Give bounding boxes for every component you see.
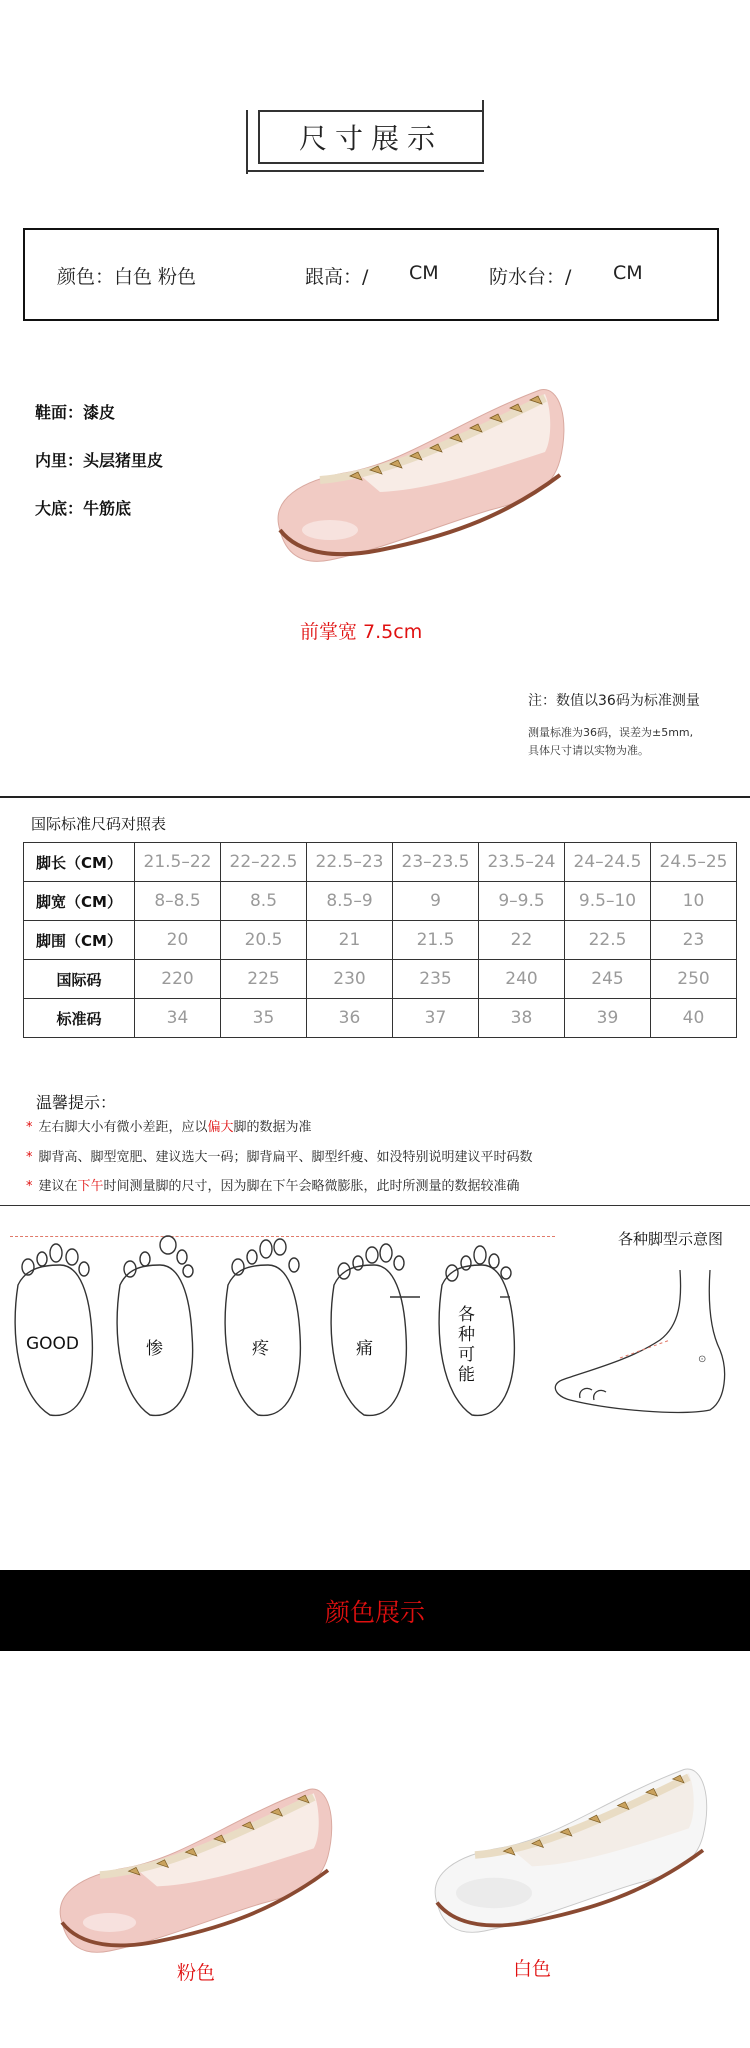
table-cell: 9.5–10 (565, 882, 651, 921)
table-cell: 38 (479, 999, 565, 1038)
foot-label-painful: 疼 (252, 1339, 269, 1359)
color-label-white: 白色 (513, 1958, 552, 1980)
shoe-pink-image (25, 1780, 365, 1970)
table-cell: 24.5–25 (651, 843, 737, 882)
table-cell: 235 (393, 960, 479, 999)
measurement-note-detail-1: 测量标准为36码，误差为±5mm, (528, 726, 694, 739)
material-lining (35, 448, 163, 471)
measurement-note: 注：数值以36码为标准测量 (528, 693, 700, 709)
table-cell: 21 (307, 921, 393, 960)
asterisk-icon: * (26, 1120, 33, 1135)
forefoot-width-caption: 前掌宽 7.5cm (300, 621, 423, 643)
table-row-header: 脚宽（CM） (24, 882, 135, 921)
platform-spec: 防水台：/ (489, 266, 572, 288)
table-row (24, 882, 737, 921)
table-cell: 34 (135, 999, 221, 1038)
table-cell: 20.5 (221, 921, 307, 960)
table-cell: 8–8.5 (135, 882, 221, 921)
table-cell: 22–22.5 (221, 843, 307, 882)
table-row-header: 国际码 (24, 960, 135, 999)
platform-unit: CM (613, 262, 643, 284)
table-cell: 39 (565, 999, 651, 1038)
table-cell: 245 (565, 960, 651, 999)
section-divider (0, 796, 750, 798)
table-cell: 21.5 (393, 921, 479, 960)
table-row-header: 脚围（CM） (24, 921, 135, 960)
table-row-header: 脚长（CM） (24, 843, 135, 882)
size-chart-table (23, 842, 737, 1038)
tip-item-2: * 脚背高、脚型宽肥、建议选大一码；脚背扁平、脚型纤瘦、如没特别说明建议平时码数 (26, 1150, 533, 1165)
table-cell: 22 (479, 921, 565, 960)
table-cell: 35 (221, 999, 307, 1038)
measurement-note-detail-2: 具体尺寸请以实物为准。 (528, 744, 649, 757)
table-cell: 9 (393, 882, 479, 921)
shoe-main-image (260, 380, 580, 580)
spec-info-box (23, 228, 719, 321)
table-cell: 230 (307, 960, 393, 999)
table-cell: 24–24.5 (565, 843, 651, 882)
table-cell: 22.5 (565, 921, 651, 960)
side-foot-illustration (550, 1270, 740, 1420)
table-cell: 10 (651, 882, 737, 921)
table-cell: 23.5–24 (479, 843, 565, 882)
table-cell: 37 (393, 999, 479, 1038)
material-sole (35, 496, 131, 519)
table-cell: 220 (135, 960, 221, 999)
table-row (24, 999, 737, 1038)
tip-item-1: * 左右脚大小有微小差距，应以偏大脚的数据为准 (26, 1120, 312, 1135)
table-cell: 9–9.5 (479, 882, 565, 921)
material-upper-value: 漆皮 (83, 403, 116, 422)
size-table-title: 国际标准尺码对照表 (31, 815, 167, 833)
material-lining-label: 内里： (35, 451, 84, 470)
asterisk-icon: * (26, 1150, 33, 1165)
foot-label-good: GOOD (26, 1334, 80, 1354)
color-section-title: 颜色展示 (324, 1597, 425, 1627)
tips-heading: 温馨提示： (36, 1093, 117, 1112)
table-cell: 21.5–22 (135, 843, 221, 882)
foot-label-possible: 各种可能 (458, 1305, 475, 1385)
table-cell: 23 (651, 921, 737, 960)
table-row-header: 标准码 (24, 999, 135, 1038)
table-row (24, 921, 737, 960)
asterisk-icon: * (26, 1179, 33, 1194)
heel-height-spec: 跟高：/ (305, 266, 369, 288)
material-lining-value: 头层猪里皮 (83, 451, 164, 470)
tips-divider (0, 1205, 750, 1206)
page-title: 尺寸展示 (258, 110, 484, 164)
foot-label-bad: 惨 (146, 1339, 163, 1359)
table-row (24, 843, 737, 882)
table-cell: 225 (221, 960, 307, 999)
material-sole-label: 大底： (35, 499, 84, 518)
table-cell: 8.5–9 (307, 882, 393, 921)
heel-height-unit: CM (409, 262, 439, 284)
color-label-pink: 粉色 (177, 1962, 216, 1984)
table-cell: 36 (307, 999, 393, 1038)
svg-text:⊙: ⊙ (698, 1354, 707, 1365)
tip-item-3: * 建议在下午时间测量脚的尺寸，因为脚在下午会略微膨胀，此时所测量的数据较准确 (26, 1179, 520, 1194)
table-cell: 240 (479, 960, 565, 999)
table-cell: 8.5 (221, 882, 307, 921)
color-spec: 颜色：白色 粉色 (57, 266, 197, 288)
material-sole-value: 牛筋底 (83, 499, 132, 518)
foot-types-title: 各种脚型示意图 (618, 1230, 724, 1248)
color-section-banner (0, 1570, 750, 1651)
table-cell: 250 (651, 960, 737, 999)
table-cell: 22.5–23 (307, 843, 393, 882)
material-upper (35, 400, 115, 423)
foot-label-hurt: 痛 (356, 1339, 373, 1359)
table-cell: 20 (135, 921, 221, 960)
table-cell: 23–23.5 (393, 843, 479, 882)
table-row (24, 960, 737, 999)
table-cell: 40 (651, 999, 737, 1038)
shoe-white-image (400, 1760, 740, 1950)
material-upper-label: 鞋面： (35, 403, 84, 422)
